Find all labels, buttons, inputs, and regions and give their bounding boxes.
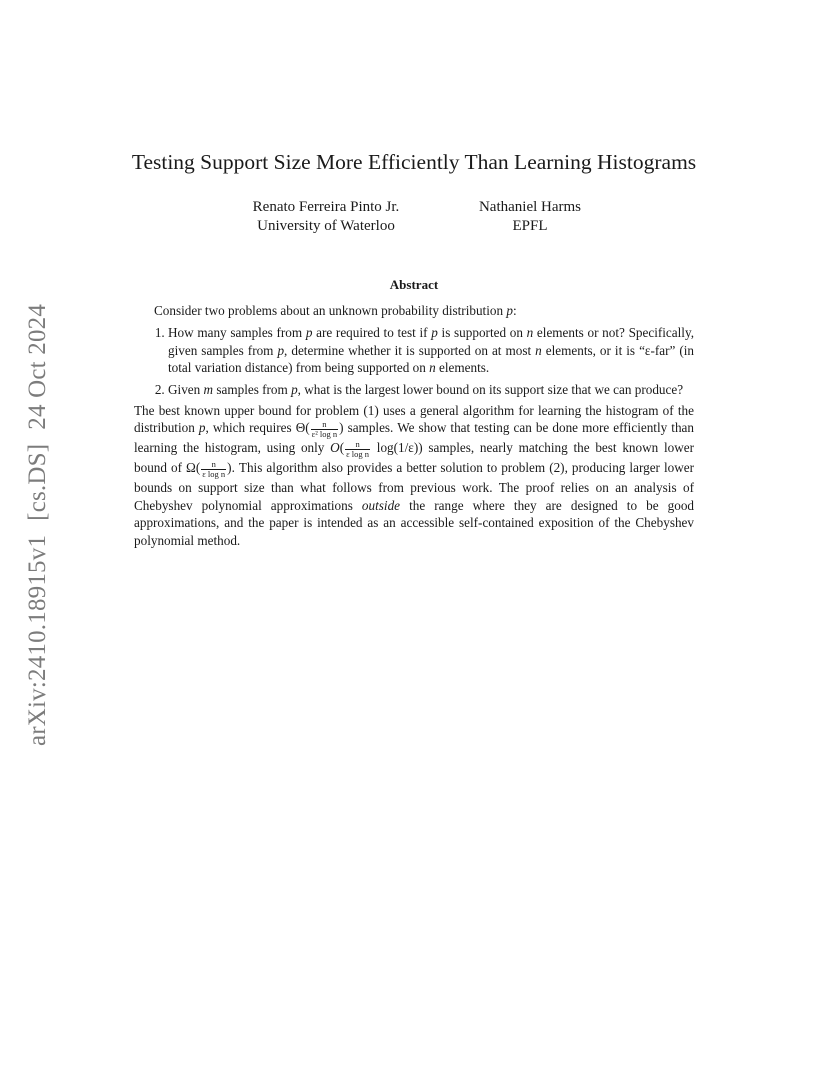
question-item: 1. How many samples from p are required to test if p is supported on n elements or not? Specifically, given samples from p, determine whether it is supported on at most n elements, or it is “ε-far” (in total variation distance) from being supported on n elements. [168, 324, 694, 376]
author-2-name: Nathaniel Harms [478, 199, 582, 215]
fraction: $\frac{n}{\text{ε log n}}$ [346, 439, 370, 460]
author-1-name: Renato Ferreira Pinto Jr. [252, 199, 400, 215]
arxiv-identifier-stamp [24, 304, 52, 746]
question-list [134, 324, 694, 398]
arxiv-category: [cs.DS] [24, 443, 51, 521]
author-2 [452, 198, 608, 236]
question-item: 2. Given m samples from p, what is the largest lower bound on its support size that we can produce? [168, 381, 694, 398]
abstract-heading: Abstract [389, 277, 439, 292]
paper-title: Testing Support Size More Efficiently Than Learning Histograms [131, 150, 697, 174]
abstract-intro: Consider two problems about an unknown probability distribution p: [154, 303, 517, 318]
arxiv-date: 24 Oct 2024 [24, 303, 51, 430]
fraction: $\frac{n}{\text{ε log n}}$ [202, 459, 226, 480]
abstract-body [134, 302, 694, 549]
author-1 [226, 198, 426, 236]
fraction: $\frac{n}{\text{ε² log n}}$ [311, 419, 338, 440]
arxiv-id: arXiv:2410.18915v1 [24, 534, 51, 747]
author-1-affiliation: University of Waterloo [257, 218, 395, 234]
abstract-main-paragraph: The best known upper bound for problem (1) uses a general algorithm for learning the histogram of the distribution p, which requires Θ( $\frac{n}{\text{ε² log n}}$ ) samples. We show that testing can be done more efficiently than learning the histogram, using only O( $\frac{n}{\text{ε log n}}$ log(1/ε)) samples, nearly matching the best known lower bound of Ω( $\frac{n}{\text{ε log n}}$ ). This algorithm also provides a better solution to problem (2), producing larger lower bounds on support size than what follows from previous work. The proof relies on an analysis of Chebyshev polynomial approximations outside the range where they are designed to be good approximations, and the paper is intended as an accessible self-contained exposition of the Chebyshev polynomial method. [134, 403, 695, 548]
author-2-affiliation: EPFL [512, 218, 548, 234]
